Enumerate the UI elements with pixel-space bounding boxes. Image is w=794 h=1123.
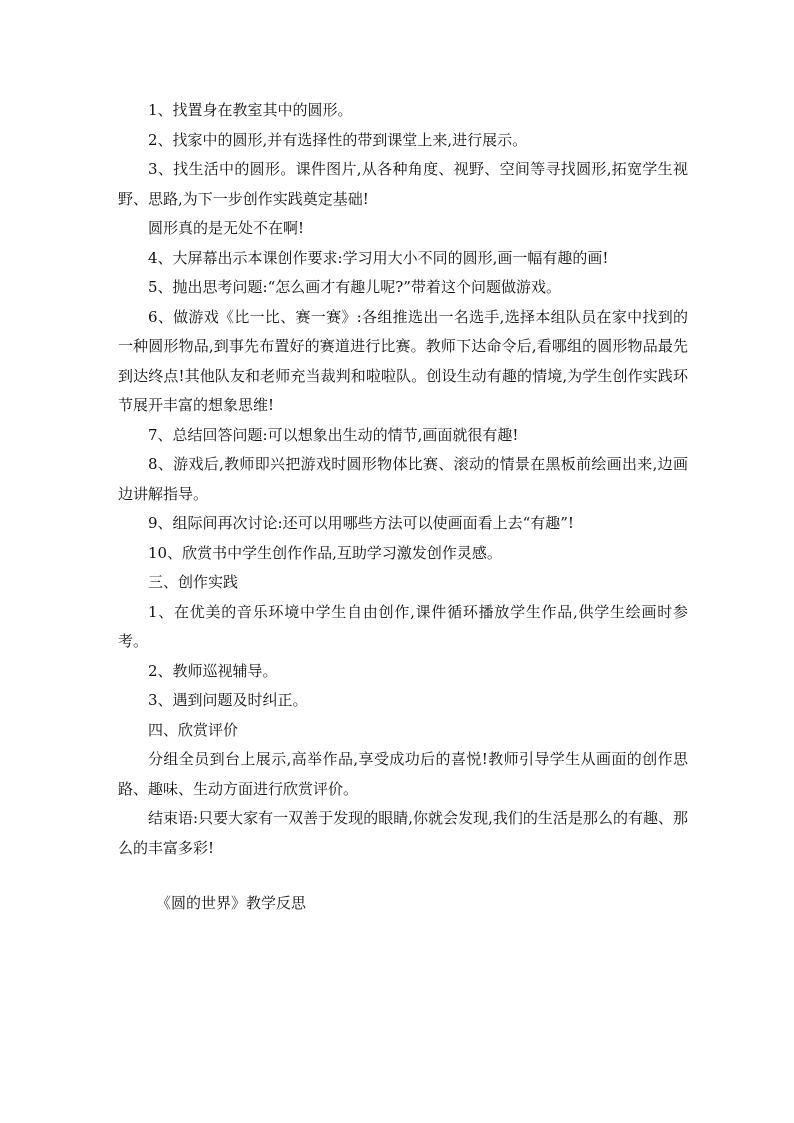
paragraph-step-10: 10、欣赏书中学生创作作品,互助学习激发创作灵感。	[148, 543, 502, 562]
section-heading-evaluation: 四、欣赏评价	[148, 720, 239, 739]
paragraph-step-9: 9、组际间再次讨论:还可以用哪些方法可以使画面看上去“有趣”!	[148, 514, 574, 532]
reflection-title: 《圆的世界》教学反思	[156, 894, 307, 912]
paragraph-step-7: 7、总结回答问题:可以想象出生动的情节,画面就很有趣!	[148, 425, 519, 444]
section-spacer	[118, 863, 688, 889]
paragraph-step-5: 5、抛出思考问题:“怎么画才有趣儿呢?”带着这个问题做游戏。	[148, 278, 561, 296]
paragraph-practice-2: 2、教师巡视辅导。	[148, 661, 278, 680]
section-heading-practice: 三、创作实践	[148, 573, 239, 591]
document-body	[118, 96, 688, 919]
paragraph-step-6: 6、做游戏《比一比、赛一赛》:各组推选出一名选手,选择本组队员在家中找到的一种圆形物品,到事先布置好的赛道进行比赛。教师下达命令后,看哪组的圆形物品最先到达终点!其他队友和老师充当裁判和啦啦队。创设生动有趣的情境,为学生创作实践环节展开丰富的想象思维!	[118, 307, 688, 414]
paragraph-evaluation: 分组全员到台上展示,高举作品,享受成功后的喜悦!教师引导学生从画面的创作思路、趣味、生动方面进行欣赏评价。	[118, 750, 688, 798]
paragraph-practice-3: 3、遇到问题及时纠正。	[148, 691, 308, 709]
paragraph-step-3: 3、找生活中的圆形。课件图片,从各种角度、视野、空间等寻找圆形,拓宽学生视野、思路,为下一步创作实践奠定基础!	[118, 160, 688, 208]
paragraph-step-4: 4、大屏幕出示本课创作要求:学习用大小不同的圆形,画一幅有趣的画!	[148, 248, 609, 267]
paragraph-circles-everywhere: 圆形真的是无处不在啊!	[148, 219, 305, 237]
paragraph-step-2: 2、找家中的圆形,并有选择性的带到课堂上来,进行展示。	[148, 130, 528, 149]
paragraph-practice-1: 1、在优美的音乐环境中学生自由创作,课件循环播放学生作品,供学生绘画时参考。	[118, 602, 688, 650]
paragraph-step-1: 1、找置身在教室其中的圆形。	[148, 101, 353, 119]
paragraph-closing-remarks: 结束语:只要大家有一双善于发现的眼睛,你就会发现,我们的生活是那么的有趣、那么的丰富多彩!	[118, 809, 688, 857]
paragraph-step-8: 8、游戏后,教师即兴把游戏时圆形物体比赛、滚动的情景在黑板前绘画出来,边画边讲解指导。	[118, 455, 688, 503]
